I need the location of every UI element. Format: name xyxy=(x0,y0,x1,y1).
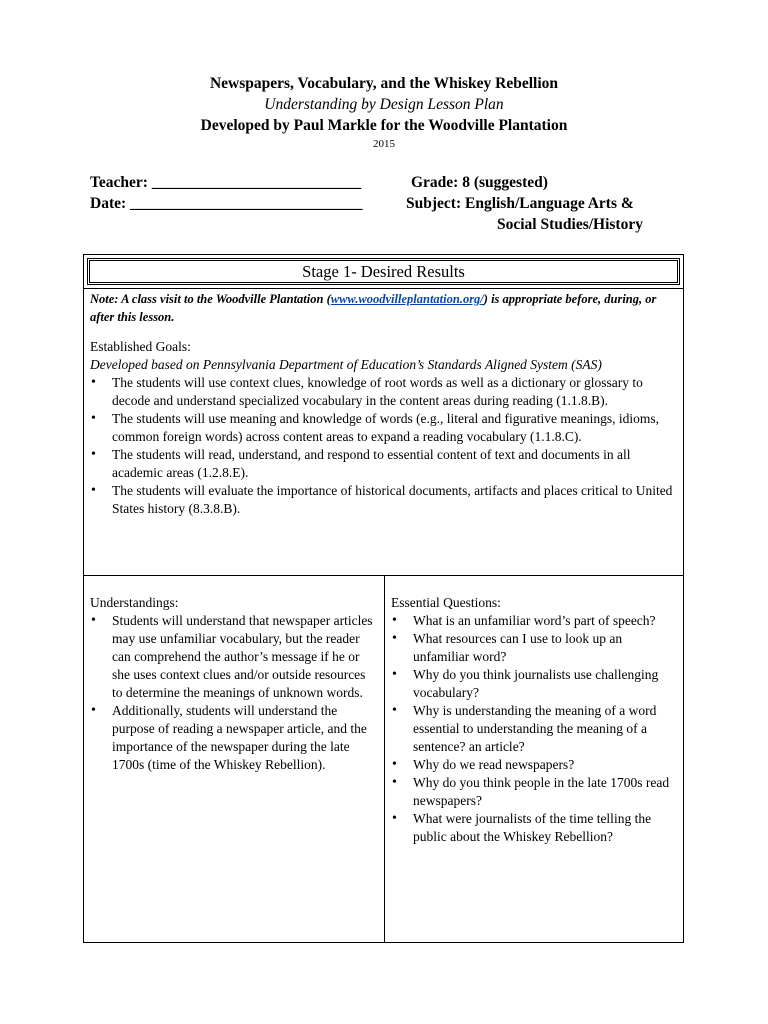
questions-list xyxy=(389,612,677,846)
grade-field: Grade: 8 (suggested) xyxy=(411,174,548,191)
list-item: • The students will use meaning and knowledge of words (e.g., literal and figurative meanings, idioms, common foreign words) across content areas to expand a reading vocabulary (1.1.8.C). xyxy=(88,410,678,446)
list-item: • What resources can I use to look up an unfamiliar word? xyxy=(389,630,677,666)
list-item: • Why do we read newspapers? xyxy=(389,756,677,774)
goals-label: Established Goals: xyxy=(90,339,191,354)
list-item: • Why is understanding the meaning of a word essential to understanding the meaning of a sentence? an article? xyxy=(389,702,677,756)
goals-list xyxy=(88,374,678,518)
understandings-list xyxy=(88,612,378,774)
document-subtitle: Understanding by Design Lesson Plan xyxy=(264,96,504,113)
subject-line-1: Subject: English/Language Arts & xyxy=(406,195,634,212)
list-item: • What were journalists of the time telling the public about the Whiskey Rebellion? xyxy=(389,810,677,846)
list-item: • Why do you think people in the late 1700s read newspapers? xyxy=(389,774,677,810)
list-item: • The students will use context clues, knowledge of root words as well as a dictionary or glossary to decode and understand specialized vocabulary in the content areas during reading (1.1.8.B). xyxy=(88,374,678,410)
column-divider xyxy=(384,576,385,943)
list-item: • The students will read, understand, and respond to essential content of text and documents in all academic areas (1.2.8.E). xyxy=(88,446,678,482)
developer-line: Developed by Paul Markle for the Woodville Plantation xyxy=(200,117,568,134)
document-year: 2015 xyxy=(373,138,395,150)
teacher-field: Teacher: ___________________________ xyxy=(90,174,362,191)
plantation-link[interactable]: www.woodvilleplantation.org/ xyxy=(330,292,484,306)
list-item: • Students will understand that newspaper articles may use unfamiliar vocabulary, but the reader can comprehend the author’s message if he or she uses context clues and/or outside resources to determine the meanings of unknown words. xyxy=(88,612,378,702)
list-item: • Why do you think journalists use challenging vocabulary? xyxy=(389,666,677,702)
stage1-title: Stage 1- Desired Results xyxy=(87,258,680,285)
understandings-label: Understandings: xyxy=(90,595,179,610)
list-item: • What is an unfamiliar word’s part of speech? xyxy=(389,612,677,630)
questions-label: Essential Questions: xyxy=(391,595,501,610)
title-divider xyxy=(84,288,683,289)
list-item: • The students will evaluate the importance of historical documents, artifacts and places critical to United States history (8.3.8.B). xyxy=(88,482,678,518)
goals-subtitle: Developed based on Pennsylvania Department of Education’s Standards Aligned System (SAS) xyxy=(90,357,602,372)
date-field: Date: ______________________________ xyxy=(90,195,363,212)
document-title: Newspapers, Vocabulary, and the Whiskey Rebellion xyxy=(209,75,559,92)
subject-line-2: Social Studies/History xyxy=(497,216,643,233)
list-item: • Additionally, students will understand the purpose of reading a newspaper article, and the importance of the newspaper during the late 1700s (time of the Whiskey Rebellion). xyxy=(88,702,378,774)
visit-note: Note: A class visit to the Woodville Plantation (www.woodvilleplantation.org/) is appropriate before, during, or after this lesson. xyxy=(90,292,657,324)
